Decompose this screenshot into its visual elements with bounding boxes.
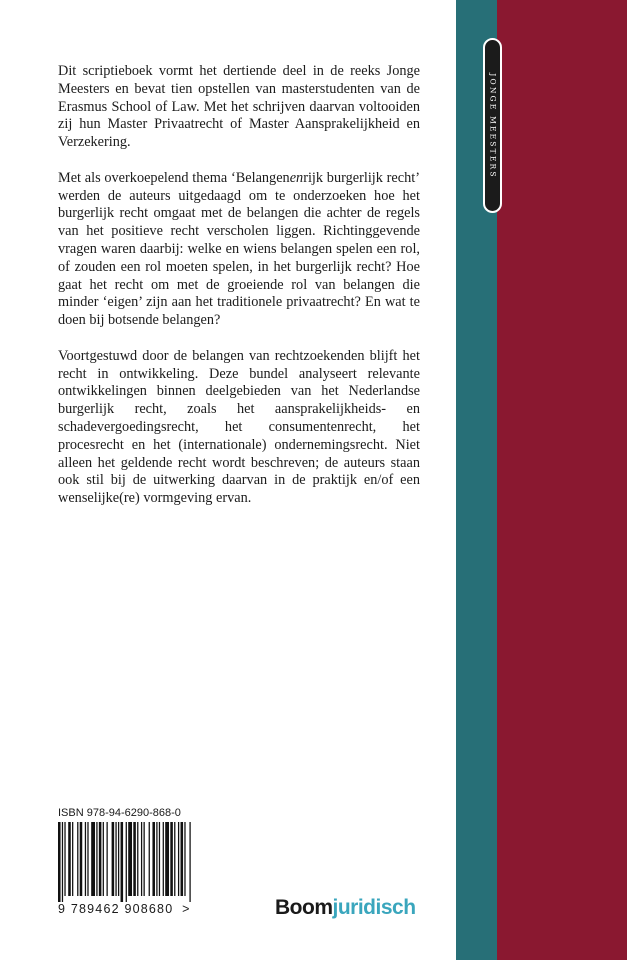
series-badge xyxy=(483,38,502,213)
barcode-digits-group-1: 789462 xyxy=(70,902,120,916)
barcode-digits-group-2: 908680 xyxy=(124,902,174,916)
barcode-arrow: > xyxy=(182,902,191,916)
theme-emphasis: en xyxy=(289,169,304,186)
paragraph-2-intro: Met als overkoepelend thema ‘Belangen xyxy=(58,169,290,186)
blurb-paragraph-3: Voortgestuwd door de belangen van rechtzoekenden blijft het recht in ontwikkeling. Deze bundel analyseert relevante ontwikkelingen binnen deelgebieden van het Nederlandse burgerlijk recht, zoals het aansprakelijkheids- en schadevergoedingsrecht, het consumentenrecht, het procesrecht en het (internationale) ondernemingsrecht. Niet alleen het geldende recht wordt beschreven; de auteurs staan ook stil bij de uitwerking daarvan in de praktijk en/of een wenselijke(re) vormgeving ervan. xyxy=(58,347,420,507)
barcode-digits xyxy=(58,902,208,916)
publisher-logo-boom: Boom xyxy=(275,896,333,919)
barcode-image xyxy=(58,822,192,902)
publisher-logo-juridisch: juridisch xyxy=(332,896,416,919)
isbn-label: ISBN 978-94-6290-868-0 xyxy=(58,807,181,819)
burgundy-band xyxy=(497,0,627,960)
blurb-paragraph-1: Dit scriptieboek vormt het dertiende deel in de reeks Jonge Meesters en bevat tien opstellen van masterstudenten van de Erasmus School of Law. Met het schrijven daarvan voltooiden zij hun Master Privaatrecht of Master Aansprakelijkheid en Verzekering. xyxy=(58,63,420,151)
blurb xyxy=(58,63,420,526)
paragraph-2-rest: rijk burgerlijk recht’ werden de auteurs uitgedaagd om te onderzoeken hoe het burgerlijk recht omgaat met de belangen die achter de regels van het positieve recht verscholen liggen. Richtinggevende vragen waren daarbij: welke en wiens belangen spelen een rol, of zouden een rol moeten spelen, in het burgerlijk recht? Hoe gaat het recht om met de groeiende rol van belangen die minder ‘eigen’ zijn aan het traditionele privaatrecht? En wat te doen bij botsende belangen? xyxy=(58,169,420,329)
publisher-logo xyxy=(275,896,416,920)
blurb-paragraph-2 xyxy=(58,170,420,330)
series-label: JONGE MEESTERS xyxy=(488,72,497,179)
barcode-digit-first: 9 xyxy=(58,902,67,916)
